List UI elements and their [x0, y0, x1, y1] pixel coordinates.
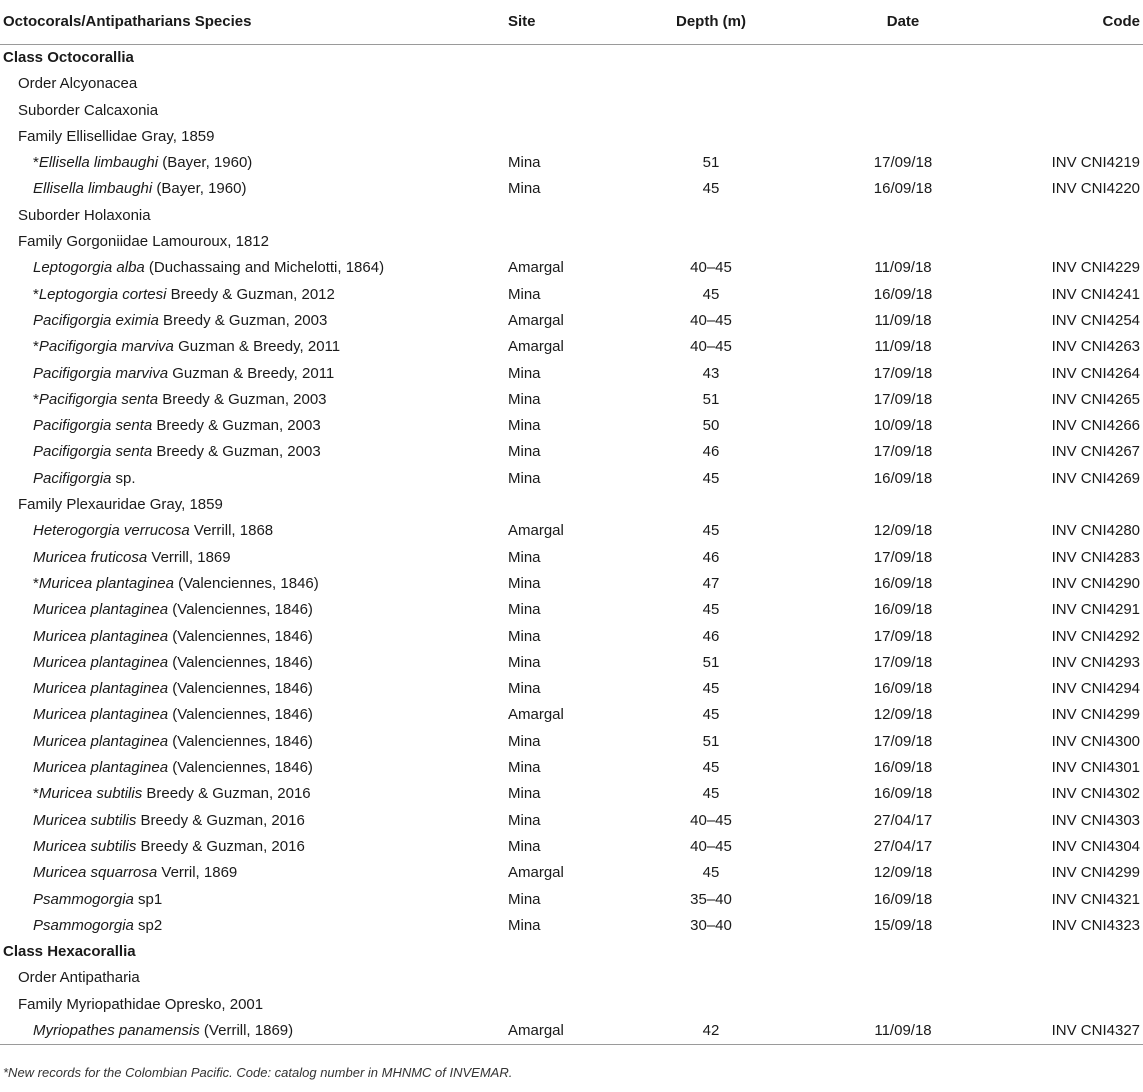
date-cell: 10/09/18	[873, 417, 933, 435]
code-cell: INV CNI4304	[1051, 837, 1140, 855]
code-cell: INV CNI4266	[1051, 417, 1140, 435]
depth-cell: 45	[702, 469, 720, 487]
species-name: Pacifigorgia marviva	[38, 338, 174, 356]
code-cell: INV CNI4303	[1051, 811, 1140, 829]
table-row	[0, 808, 1143, 834]
table-row	[0, 545, 1143, 571]
code-cell: INV CNI4263	[1051, 338, 1140, 356]
class-row	[0, 939, 1143, 965]
date-cell: 11/09/18	[874, 311, 932, 329]
new-record-marker: *	[33, 785, 39, 803]
code-cell: INV CNI4241	[1051, 285, 1140, 303]
species-name: Pacifigorgia eximia	[33, 311, 159, 329]
species-authority: (Duchassaing and Michelotti, 1864)	[144, 259, 385, 277]
species-cell	[33, 518, 273, 544]
species-cell	[33, 439, 321, 465]
species-cell	[33, 755, 313, 781]
code-cell: INV CNI4327	[1051, 1021, 1140, 1039]
site-cell: Mina	[508, 785, 541, 803]
code-cell: INV CNI4301	[1051, 759, 1140, 777]
species-authority: Breedy & Guzman, 2012	[166, 285, 335, 303]
date-cell: 17/09/18	[873, 548, 933, 566]
date-cell: 12/09/18	[873, 522, 933, 540]
species-cell	[33, 308, 327, 334]
taxon-label: Suborder Holaxonia	[18, 206, 151, 224]
table-bottom-rule	[0, 1044, 1143, 1045]
class-row	[0, 45, 1143, 71]
depth-cell: 45	[702, 785, 720, 803]
taxon-group-row	[0, 965, 1143, 991]
site-cell: Amargal	[508, 706, 564, 724]
site-cell: Mina	[508, 180, 541, 198]
table-row	[0, 361, 1143, 387]
date-cell: 16/09/18	[873, 890, 933, 908]
table-row	[0, 518, 1143, 544]
date-cell: 11/09/18	[874, 1021, 932, 1039]
depth-cell: 46	[702, 443, 720, 461]
depth-cell: 50	[702, 417, 720, 435]
depth-cell: 45	[702, 601, 720, 619]
species-cell	[33, 834, 305, 860]
new-record-marker: *	[33, 338, 39, 356]
species-name: Pacifigorgia senta	[38, 390, 159, 408]
date-cell: 11/09/18	[874, 259, 932, 277]
species-name: Muricea plantaginea	[33, 732, 169, 750]
species-cell	[33, 545, 231, 571]
species-cell	[33, 860, 237, 886]
table-row	[0, 597, 1143, 623]
depth-cell: 35–40	[690, 890, 732, 908]
site-cell: Mina	[508, 759, 541, 777]
species-authority: Breedy & Guzman, 2016	[142, 785, 311, 803]
species-authority: Breedy & Guzman, 2003	[158, 311, 328, 329]
date-cell: 16/09/18	[873, 785, 933, 803]
date-cell: 16/09/18	[873, 180, 933, 198]
date-cell: 12/09/18	[873, 706, 933, 724]
date-cell: 17/09/18	[873, 653, 933, 671]
depth-cell: 45	[702, 680, 720, 698]
code-cell: INV CNI4299	[1051, 864, 1140, 882]
species-name: Pacifigorgia marviva	[33, 364, 169, 382]
species-cell	[33, 361, 334, 387]
code-cell: INV CNI4299	[1051, 706, 1140, 724]
date-cell: 16/09/18	[873, 601, 933, 619]
code-cell: INV CNI4254	[1051, 311, 1140, 329]
date-cell: 17/09/18	[873, 154, 933, 172]
date-cell: 16/09/18	[873, 759, 933, 777]
species-cell	[33, 282, 335, 308]
species-cell	[33, 781, 311, 807]
taxon-group-row	[0, 229, 1143, 255]
site-cell: Amargal	[508, 259, 564, 277]
new-record-marker: *	[33, 285, 39, 303]
species-name: Muricea plantaginea	[38, 574, 174, 592]
new-record-marker: *	[33, 574, 39, 592]
site-cell: Mina	[508, 837, 541, 855]
species-authority: Breedy & Guzman, 2003	[158, 390, 327, 408]
species-cell	[33, 913, 162, 939]
site-cell: Amargal	[508, 1021, 564, 1039]
code-cell: INV CNI4291	[1051, 601, 1140, 619]
taxon-group-row	[0, 992, 1143, 1018]
table-header	[0, 0, 1143, 45]
species-authority: sp.	[111, 469, 136, 487]
code-cell: INV CNI4264	[1051, 364, 1140, 382]
header-date: Date	[886, 13, 920, 30]
table-row	[0, 282, 1143, 308]
depth-cell: 43	[702, 364, 720, 382]
code-cell: INV CNI4321	[1051, 890, 1140, 908]
species-name: Psammogorgia	[33, 916, 134, 934]
depth-cell: 40–45	[690, 311, 732, 329]
species-name: Pacifigorgia senta	[33, 417, 153, 435]
code-cell: INV CNI4265	[1051, 390, 1140, 408]
species-name: Muricea plantaginea	[33, 601, 169, 619]
table-row	[0, 334, 1143, 360]
species-authority: (Valenciennes, 1846)	[168, 653, 313, 671]
table-row	[0, 150, 1143, 176]
species-authority: (Valenciennes, 1846)	[168, 601, 313, 619]
species-authority: (Verrill, 1869)	[199, 1021, 294, 1039]
depth-cell: 40–45	[690, 837, 732, 855]
code-cell: INV CNI4229	[1051, 259, 1140, 277]
date-cell: 12/09/18	[873, 864, 933, 882]
table-row	[0, 834, 1143, 860]
table-row	[0, 676, 1143, 702]
table-row	[0, 650, 1143, 676]
species-name: Muricea plantaginea	[33, 627, 169, 645]
species-cell	[33, 650, 313, 676]
site-cell: Mina	[508, 390, 541, 408]
table-row	[0, 781, 1143, 807]
site-cell: Mina	[508, 732, 541, 750]
species-cell	[33, 413, 321, 439]
depth-cell: 46	[702, 548, 720, 566]
species-authority: Verrill, 1868	[189, 522, 274, 540]
species-cell	[33, 571, 319, 597]
taxon-group-row	[0, 71, 1143, 97]
date-cell: 17/09/18	[873, 732, 933, 750]
code-cell: INV CNI4302	[1051, 785, 1140, 803]
species-cell	[33, 597, 313, 623]
code-cell: INV CNI4220	[1051, 180, 1140, 198]
species-authority: Breedy & Guzman, 2003	[152, 443, 321, 461]
date-cell: 27/04/17	[873, 811, 933, 829]
depth-cell: 51	[702, 154, 720, 172]
site-cell: Mina	[508, 811, 541, 829]
header-species: Octocorals/Antipatharians Species	[3, 13, 252, 30]
table-row	[0, 466, 1143, 492]
table-row	[0, 439, 1143, 465]
code-cell: INV CNI4294	[1051, 680, 1140, 698]
code-cell: INV CNI4269	[1051, 469, 1140, 487]
species-authority: (Valenciennes, 1846)	[168, 732, 313, 750]
table-footnote: *New records for the Colombian Pacific. Code: catalog number in MHNMC of INVEMAR.	[3, 1065, 513, 1080]
header-code: Code	[1102, 13, 1140, 30]
species-name: Pacifigorgia	[33, 469, 112, 487]
date-cell: 17/09/18	[873, 627, 933, 645]
taxon-group-row	[0, 492, 1143, 518]
site-cell: Mina	[508, 680, 541, 698]
taxon-label: Class Hexacorallia	[3, 943, 136, 961]
depth-cell: 45	[702, 180, 720, 198]
taxon-group-row	[0, 203, 1143, 229]
date-cell: 15/09/18	[873, 916, 933, 934]
taxon-label: Family Plexauridae Gray, 1859	[18, 496, 223, 514]
species-name: Muricea plantaginea	[33, 680, 169, 698]
species-name: Muricea plantaginea	[33, 653, 169, 671]
site-cell: Amargal	[508, 338, 564, 356]
species-cell	[33, 255, 384, 281]
species-authority: (Bayer, 1960)	[152, 180, 247, 198]
site-cell: Amargal	[508, 522, 564, 540]
site-cell: Mina	[508, 916, 541, 934]
species-authority: (Bayer, 1960)	[158, 154, 253, 172]
table-row	[0, 913, 1143, 939]
table-row	[0, 413, 1143, 439]
date-cell: 11/09/18	[874, 338, 932, 356]
species-name: Ellisella limbaughi	[33, 180, 153, 198]
taxon-group-row	[0, 124, 1143, 150]
site-cell: Mina	[508, 285, 541, 303]
site-cell: Mina	[508, 154, 541, 172]
date-cell: 16/09/18	[873, 285, 933, 303]
code-cell: INV CNI4293	[1051, 653, 1140, 671]
species-authority: Guzman & Breedy, 2011	[168, 364, 335, 382]
species-authority: (Valenciennes, 1846)	[168, 759, 313, 777]
depth-cell: 51	[702, 653, 720, 671]
table-row	[0, 860, 1143, 886]
site-cell: Mina	[508, 653, 541, 671]
depth-cell: 51	[702, 390, 720, 408]
header-depth: Depth (m)	[676, 13, 746, 30]
table-body	[0, 45, 1143, 1044]
site-cell: Mina	[508, 574, 541, 592]
species-cell	[33, 334, 340, 360]
species-cell	[33, 176, 246, 202]
table-row	[0, 571, 1143, 597]
code-cell: INV CNI4323	[1051, 916, 1140, 934]
code-cell: INV CNI4267	[1051, 443, 1140, 461]
date-cell: 17/09/18	[873, 390, 933, 408]
table-row	[0, 308, 1143, 334]
species-authority: Breedy & Guzman, 2016	[136, 837, 305, 855]
depth-cell: 40–45	[690, 811, 732, 829]
species-name: Leptogorgia alba	[33, 259, 145, 277]
depth-cell: 40–45	[690, 259, 732, 277]
site-cell: Mina	[508, 417, 541, 435]
species-authority: Breedy & Guzman, 2003	[152, 417, 321, 435]
site-cell: Mina	[508, 469, 541, 487]
table-row	[0, 729, 1143, 755]
species-cell	[33, 466, 136, 492]
code-cell: INV CNI4219	[1051, 154, 1140, 172]
code-cell: INV CNI4300	[1051, 732, 1140, 750]
date-cell: 27/04/17	[873, 837, 933, 855]
site-cell: Mina	[508, 890, 541, 908]
species-authority: Verrill, 1869	[147, 548, 231, 566]
depth-cell: 45	[702, 864, 720, 882]
species-authority: (Valenciennes, 1846)	[168, 627, 313, 645]
depth-cell: 51	[702, 732, 720, 750]
taxon-label: Order Antipatharia	[18, 969, 140, 987]
species-name: Muricea plantaginea	[33, 706, 169, 724]
date-cell: 16/09/18	[873, 680, 933, 698]
code-cell: INV CNI4283	[1051, 548, 1140, 566]
species-cell	[33, 676, 313, 702]
taxon-label: Suborder Calcaxonia	[18, 101, 159, 119]
species-cell	[33, 624, 313, 650]
species-name: Myriopathes panamensis	[33, 1021, 200, 1039]
date-cell: 17/09/18	[873, 364, 933, 382]
species-name: Muricea plantaginea	[33, 759, 169, 777]
date-cell: 17/09/18	[873, 443, 933, 461]
species-cell	[33, 1018, 293, 1044]
species-name: Pacifigorgia senta	[33, 443, 153, 461]
new-record-marker: *	[33, 154, 39, 172]
taxon-label: Order Alcyonacea	[18, 75, 138, 93]
species-name: Muricea squarrosa	[33, 864, 158, 882]
depth-cell: 45	[702, 706, 720, 724]
taxon-group-row	[0, 98, 1143, 124]
table-row	[0, 702, 1143, 728]
taxon-label: Class Octocorallia	[3, 49, 134, 66]
site-cell: Mina	[508, 364, 541, 382]
table-row	[0, 387, 1143, 413]
depth-cell: 45	[702, 522, 720, 540]
table-row	[0, 755, 1143, 781]
site-cell: Mina	[508, 443, 541, 461]
species-name: Muricea subtilis	[33, 837, 137, 855]
site-cell: Mina	[508, 627, 541, 645]
species-cell	[33, 702, 313, 728]
depth-cell: 46	[702, 627, 720, 645]
table-row	[0, 887, 1143, 913]
species-authority: Verril, 1869	[157, 864, 238, 882]
taxon-label: Family Ellisellidae Gray, 1859	[18, 127, 215, 145]
depth-cell: 47	[702, 574, 720, 592]
species-cell	[33, 887, 162, 913]
species-name: Psammogorgia	[33, 890, 134, 908]
site-cell: Mina	[508, 601, 541, 619]
table-row	[0, 1018, 1143, 1044]
new-record-marker: *	[33, 390, 39, 408]
species-name: Ellisella limbaughi	[38, 154, 159, 172]
site-cell: Mina	[508, 548, 541, 566]
species-authority: (Valenciennes, 1846)	[168, 706, 313, 724]
species-authority: (Valenciennes, 1846)	[173, 574, 319, 592]
taxon-label: Family Myriopathidae Opresko, 2001	[18, 995, 264, 1013]
depth-cell: 40–45	[690, 338, 732, 356]
depth-cell: 45	[702, 285, 720, 303]
depth-cell: 45	[702, 759, 720, 777]
code-cell: INV CNI4290	[1051, 574, 1140, 592]
date-cell: 16/09/18	[873, 469, 933, 487]
species-name: Muricea fruticosa	[33, 548, 148, 566]
species-name: Heterogorgia verrucosa	[33, 522, 190, 540]
table-row	[0, 255, 1143, 281]
species-name: Leptogorgia cortesi	[38, 285, 167, 303]
table-row	[0, 624, 1143, 650]
code-cell: INV CNI4292	[1051, 627, 1140, 645]
table-row	[0, 176, 1143, 202]
species-authority: sp1	[133, 890, 163, 908]
depth-cell: 42	[702, 1021, 720, 1039]
species-name: Muricea subtilis	[38, 785, 143, 803]
species-cell	[33, 808, 305, 834]
species-authority: sp2	[133, 916, 163, 934]
header-site: Site	[508, 13, 536, 30]
depth-cell: 30–40	[690, 916, 732, 934]
date-cell: 16/09/18	[873, 574, 933, 592]
species-cell	[33, 729, 313, 755]
species-name: Muricea subtilis	[33, 811, 137, 829]
taxon-label: Family Gorgoniidae Lamouroux, 1812	[18, 233, 269, 251]
code-cell: INV CNI4280	[1051, 522, 1140, 540]
species-authority: Guzman & Breedy, 2011	[173, 338, 341, 356]
species-cell	[33, 387, 327, 413]
site-cell: Amargal	[508, 311, 564, 329]
species-authority: Breedy & Guzman, 2016	[136, 811, 305, 829]
site-cell: Amargal	[508, 864, 564, 882]
species-cell	[33, 150, 252, 176]
species-authority: (Valenciennes, 1846)	[168, 680, 313, 698]
